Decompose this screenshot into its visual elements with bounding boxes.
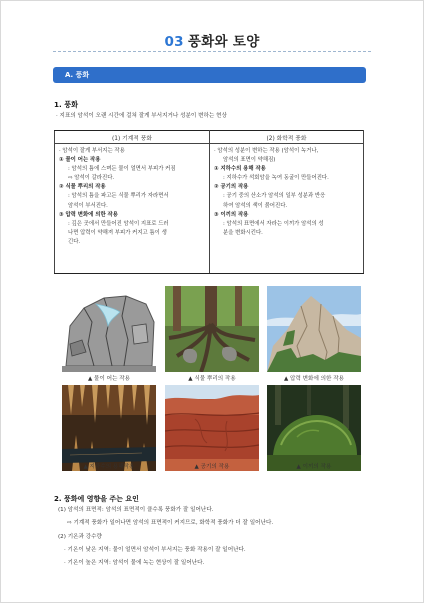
table-header-mechanical: (1) 기계적 풍화 — [55, 131, 210, 144]
table-line: : 지하수가 석회암을 녹여 동굴이 만들어진다. — [223, 175, 329, 182]
table-line: 암석의 표면이 약해짐) — [223, 157, 276, 164]
factor-surface-area: (1) 암석의 표면적: 암석의 표면적이 클수록 풍화가 잘 일어난다. — [58, 507, 214, 513]
table-line: · 암석의 성분이 변하는 작용 (암석이 녹거나, — [214, 148, 319, 154]
table-line: 암석이 부서진다. — [68, 202, 108, 209]
factor-climate: (2) 기온과 강수량 — [58, 534, 102, 540]
mossy-rock-photo — [267, 385, 361, 471]
frost-wedging-illustration — [62, 286, 156, 372]
table-line: : 암석의 틈에 스며든 물이 얼면서 부피가 커짐 — [68, 166, 176, 173]
chapter-number: 03 — [164, 34, 184, 50]
photo-caption: ▲ 지하수의 용해작용 — [83, 464, 135, 470]
table-line: ② 공기의 작용 — [214, 184, 249, 191]
table-line: ③ 압력 변화에 의한 작용 — [59, 211, 118, 218]
table-line: ⇨ 암석이 갈라진다. — [68, 175, 115, 182]
table-line: 긴다. — [68, 238, 81, 245]
title-divider — [53, 51, 371, 52]
factor-climate-cold: · 기온이 낮은 지역: 물이 얼면서 암석이 부서지는 풍화 작용이 잘 일어난다. — [64, 547, 246, 553]
section-bar: A. 풍화 — [53, 67, 366, 83]
photo-caption: ▲ 공기의 작용 — [194, 464, 230, 470]
table-line: : 암석의 표면에서 자라는 이끼가 암석의 성 — [223, 220, 324, 227]
table-line: : 암석의 틈을 파고든 식물 뿌리가 자라면서 — [68, 193, 169, 200]
photo-caption: ▲ 물이 어는 작용 — [87, 376, 131, 382]
factor-climate-warm: · 기온이 높은 지역: 암석이 물에 녹는 현상이 잘 일어난다. — [64, 560, 205, 566]
table-line: ① 물이 어는 작용 — [59, 157, 101, 164]
table-line: · 암석이 잘게 부서지는 작용 — [59, 148, 125, 154]
topic1-definition: · 지표의 암석이 오랜 시간에 걸쳐 잘게 부서지거나 성분이 변하는 현상 — [56, 113, 227, 119]
topic2-heading: 2. 풍화에 영향을 주는 요인 — [54, 495, 139, 503]
mountain-photo — [267, 286, 361, 372]
topic1-heading: 1. 풍화 — [54, 100, 79, 109]
chapter-title: 풍화와 토양 — [187, 34, 260, 50]
photo-caption: ▲ 압력 변화에 의한 작용 — [283, 376, 345, 382]
table-line: 분을 변화시킨다. — [223, 229, 263, 236]
table-line: : 깊은 곳에서 만들어진 암석이 지표로 드러 — [68, 220, 169, 227]
page-title — [1, 30, 423, 50]
red-rock-photo — [165, 385, 259, 471]
factor-surface-area-note: ⇨ 기계적 풍화가 일어나면 암석의 표면적이 커지므로, 화학적 풍화가 더 잘 일어난다. — [67, 520, 274, 526]
photo-caption: ▲ 이끼의 작용 — [296, 464, 332, 470]
weathering-comparison-table — [54, 130, 364, 274]
photo-caption: ▲ 식물 뿌리의 작용 — [188, 376, 236, 382]
table-line: ② 식물 뿌리의 작용 — [59, 184, 106, 191]
limestone-cave-photo — [62, 385, 156, 471]
table-line: : 공기 중의 산소가 암석의 일부 성분과 반응 — [223, 193, 326, 200]
tree-roots-photo — [165, 286, 259, 372]
table-line: 나면 압력이 약해져 부피가 커지고 틈이 생 — [68, 229, 167, 236]
mechanical-weathering-cell — [55, 144, 210, 274]
table-line: ① 지하수의 용해 작용 — [214, 166, 266, 173]
chemical-weathering-cell — [210, 144, 364, 274]
table-line: 하여 암석의 색이 붉어진다. — [223, 202, 288, 209]
table-header-chemical: (2) 화학적 풍화 — [210, 131, 364, 144]
table-line: ③ 이끼의 작용 — [214, 211, 249, 218]
